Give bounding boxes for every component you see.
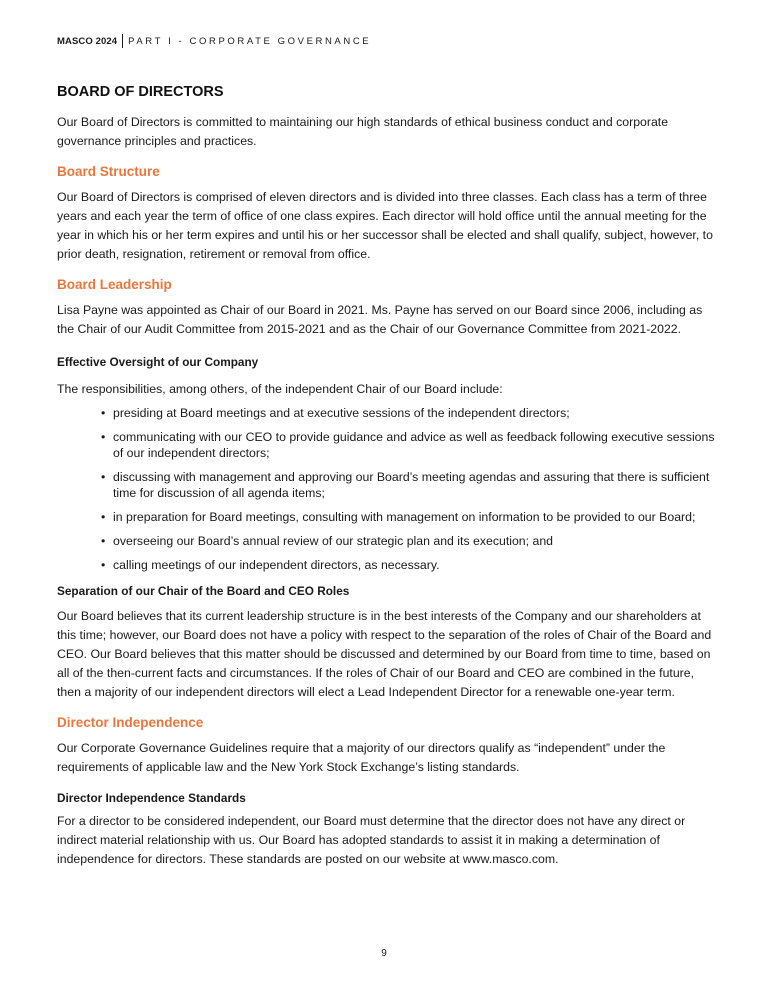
bullet-icon: • — [101, 470, 106, 484]
oversight-intro: The responsibilities, among others, of the independent Chair of our Board include: — [57, 382, 503, 396]
header-section: PART I - CORPORATE GOVERNANCE — [128, 35, 372, 47]
document-body — [57, 82, 717, 869]
intro-paragraph: Our Board of Directors is committed to maintaining our high standards of ethical business conduct and corporate governance principles and practices. — [57, 115, 669, 148]
list-item: • calling meetings of our independent directors, as necessary. — [101, 558, 440, 572]
bullet-icon: • — [101, 558, 106, 572]
page-number: 9 — [381, 948, 387, 959]
board-structure-heading: Board Structure — [57, 164, 160, 179]
header-divider — [122, 34, 123, 48]
director-independence-heading: Director Independence — [57, 715, 204, 730]
page-title: BOARD OF DIRECTORS — [57, 84, 224, 100]
bullet-icon: • — [101, 406, 106, 420]
board-structure-paragraph: Our Board of Directors is comprised of eleven directors and is divided into three classes. Each class has a term of three years and each year the term of office of one class expires. Each director will hold office until the annual meeting for the year in which his or her term expires and until his or her successor shall be elected and shall qualify, subject, however, to prior death, resignation, retirement or removal from office. — [57, 190, 713, 261]
list-item: • in preparation for Board meetings, consulting with management on information to be provided to our Board; — [101, 510, 696, 524]
bullet-icon: • — [101, 430, 106, 444]
independence-standards-heading: Director Independence Standards — [57, 791, 246, 805]
board-leadership-paragraph: Lisa Payne was appointed as Chair of our Board in 2021. Ms. Payne has served on our Board since 2006, including as the Chair of our Audit Committee from 2015-2021 and as the Chair of our Governance Committee from 2021-2022. — [57, 303, 703, 336]
board-leadership-heading: Board Leadership — [57, 277, 172, 292]
list-item: • overseeing our Board’s annual review of our strategic plan and its execution; and — [101, 534, 553, 548]
independence-standards-paragraph: For a director to be considered independent, our Board must determine that the director does not have any direct or indirect material relationship with us. Our Board has adopted standards to assist it in making a determination of independence for directors. These standards are posted on our website at www.masco.com. — [57, 814, 686, 866]
page-header — [57, 34, 371, 48]
responsibilities-list — [57, 405, 717, 573]
list-item: • discussing with management and approving our Board’s meeting agendas and assuring that there is sufficient time for discussion of all agenda items; — [101, 470, 710, 500]
separation-heading: Separation of our Chair of the Board and CEO Roles — [57, 584, 350, 598]
separation-paragraph: Our Board believes that its current leadership structure is in the best interests of the Company and our shareholders at this time; however, our Board does not have a policy with respect to the separation of the roles of Chair of the Board and CEO. Our Board believes that this matter should be discussed and determined by our Board from time to time, based on all of the then-current facts and circumstances. If the roles of Chair of our Board and CEO are combined in the future, then a majority of our independent directors will elect a Lead Independent Director for a renewable one-year term. — [57, 609, 712, 699]
list-item: • communicating with our CEO to provide guidance and advice as well as feedback following executive sessions of our independent directors; — [101, 430, 715, 460]
bullet-icon: • — [101, 534, 106, 548]
header-brand: MASCO 2024 — [57, 35, 118, 47]
oversight-heading: Effective Oversight of our Company — [57, 355, 259, 369]
bullet-icon: • — [101, 510, 106, 524]
list-item: • presiding at Board meetings and at executive sessions of the independent directors; — [101, 406, 570, 420]
director-independence-paragraph: Our Corporate Governance Guidelines require that a majority of our directors qualify as “independent” under the requirements of applicable law and the New York Stock Exchange’s listing standards. — [57, 741, 666, 774]
